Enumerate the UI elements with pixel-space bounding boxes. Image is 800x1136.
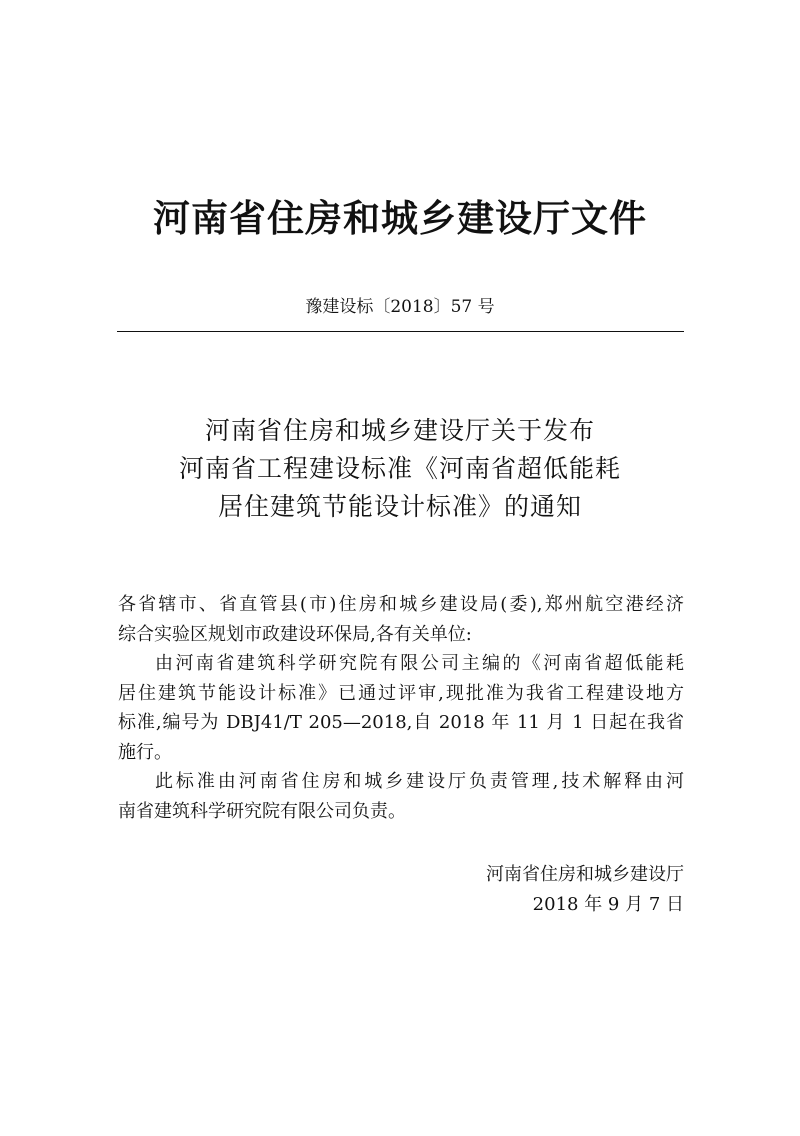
signature-date: 2018 年 9 月 7 日 <box>532 894 684 915</box>
notice-title-line: 河南省工程建设标准《河南省超低能耗 <box>178 454 621 483</box>
signature-issuer: 河南省住房和城乡建设厅 <box>486 864 684 885</box>
address-line: 各省辖市、省直管县(市)住房和城乡建设局(委),郑州航空港经济 <box>118 594 684 615</box>
document-header-title: 河南省住房和城乡建设厅文件 <box>153 196 647 240</box>
paragraph-line: 标准,编号为 DBJ41/T 205—2018,自 2018 年 11 月 1 日起在我省 <box>118 712 684 733</box>
notice-title-line: 河南省住房和城乡建设厅关于发布 <box>204 416 595 445</box>
document-number: 豫建设标〔2018〕57 号 <box>305 297 495 317</box>
header-divider <box>117 331 684 332</box>
paragraph-line: 由河南省建筑科学研究院有限公司主编的《河南省超低能耗 <box>155 653 684 674</box>
paragraph-line: 此标准由河南省住房和城乡建设厅负责管理,技术解释由河 <box>155 771 684 792</box>
paragraph-line: 南省建筑科学研究院有限公司负责。 <box>118 800 406 822</box>
paragraph-line: 居住建筑节能设计标准》已通过评审,现批准为我省工程建设地方 <box>118 682 684 704</box>
notice-body <box>118 590 684 826</box>
address-line: 综合实验区规划市政建设环保局,各有关单位: <box>118 623 472 645</box>
notice-title <box>0 412 800 526</box>
paragraph-line: 施行。 <box>118 741 172 763</box>
notice-title-line: 居住建筑节能设计标准》的通知 <box>217 492 582 521</box>
